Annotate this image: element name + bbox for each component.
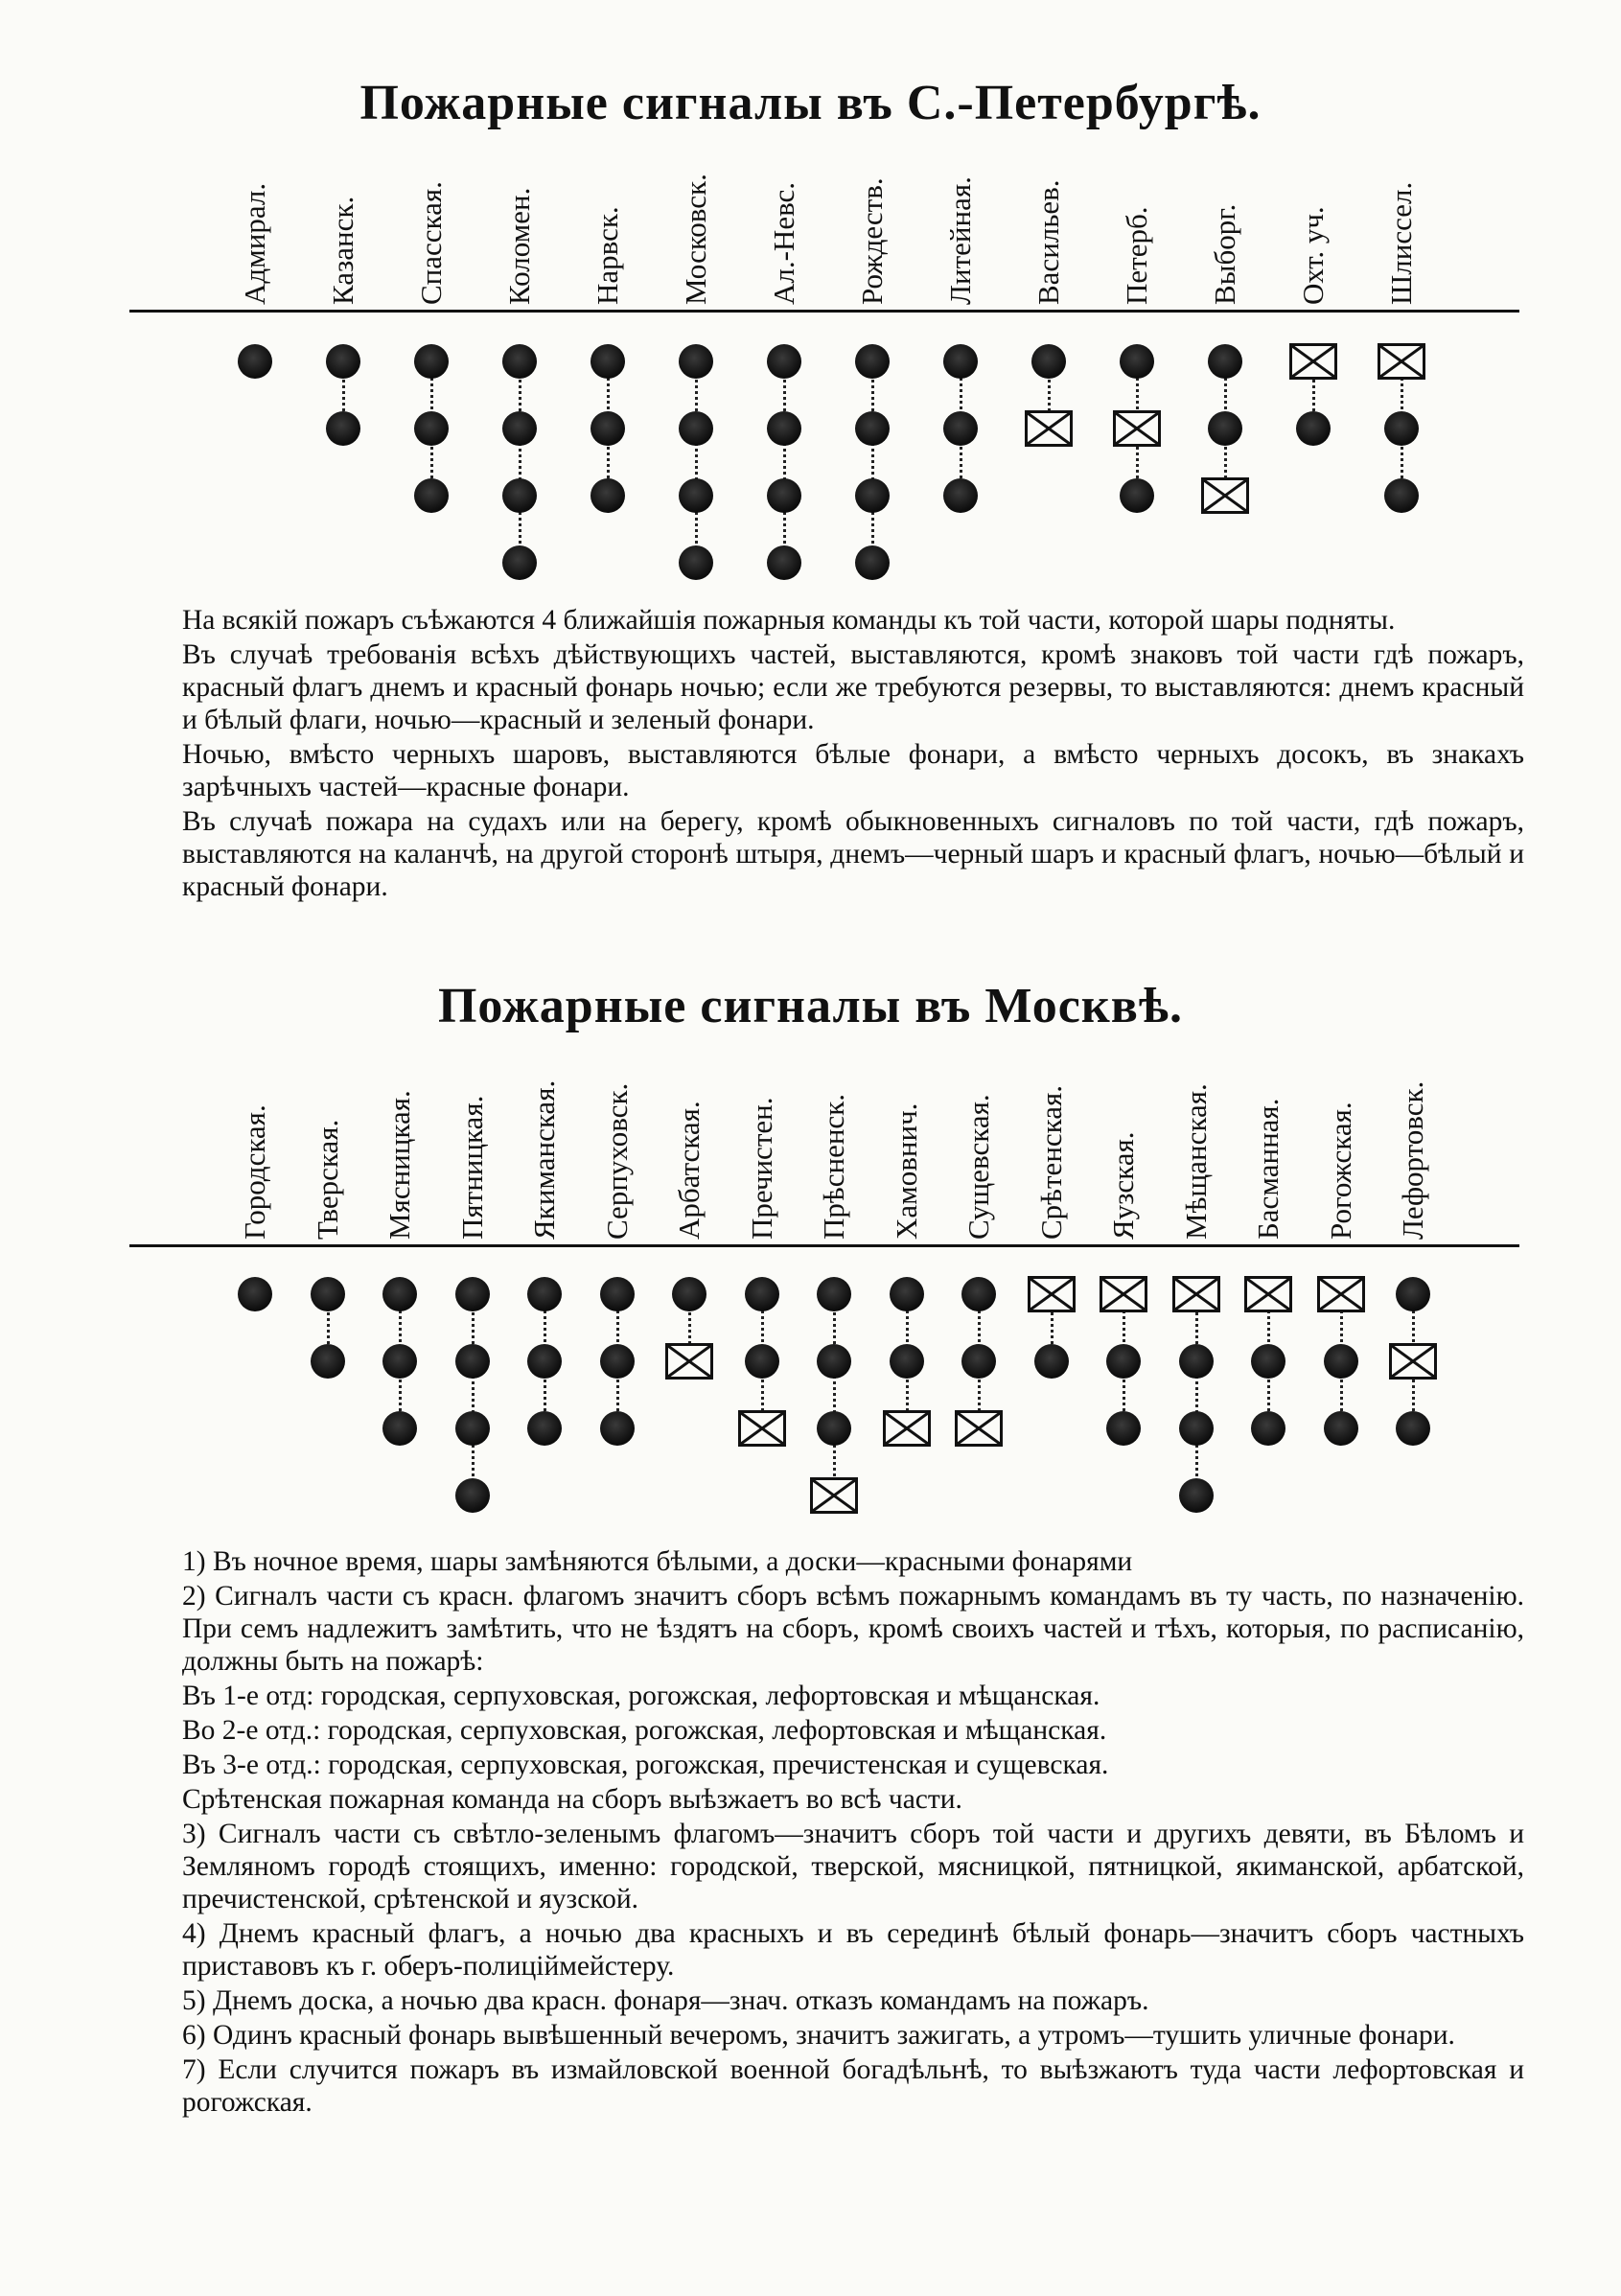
moscow-signal-board [1100,1276,1147,1312]
moscow-signal-connector [472,1294,475,1496]
moscow-signal-ball [1396,1411,1430,1446]
spb-signal-connector [519,361,521,563]
moscow-signal-ball [1179,1478,1214,1513]
moscow-signal-ball [890,1277,924,1311]
moscow-column-label: Пречистен. [744,1097,778,1240]
moscow-signal-ball [1106,1411,1141,1446]
spb-signal-ball [591,478,625,513]
spb-signal-ball [1384,478,1419,513]
moscow-signal-ball [382,1277,417,1311]
moscow-signal-connector [833,1294,836,1496]
spb-signal-board [1378,343,1425,380]
spb-signal-ball [414,344,449,379]
moscow-signal-ball [527,1344,562,1379]
moscow-note-dept-1: Въ 1-е отд: городская, серпуховская, рогожская, лефортовская и мѣщанская. [182,1681,1100,1711]
spb-signal-ball [855,411,890,446]
moscow-column-label: Якиманская. [527,1079,561,1240]
moscow-signal-ball [455,1478,490,1513]
spb-column-label: Адмирал. [238,182,271,305]
spb-signal-ball [1031,344,1066,379]
moscow-signal-ball [817,1411,851,1446]
spb-signal-ball [943,411,978,446]
spb-note-4: Въ случаѣ пожара на судахъ или на берегу, кромѣ обыкновенныхъ сигналовъ по той части, гдѣ пожаръ, выставляются на каланчѣ, на другой сторонѣ штыря, днемъ—черный шаръ и красный флагъ, ночью—бѣлый и красный фонари. [182,806,1524,902]
moscow-signal-board [1317,1276,1365,1312]
spb-signal-ball [1296,411,1331,446]
moscow-signal-ball [238,1277,272,1311]
spb-signal-ball [679,344,713,379]
spb-column-label: Казанск. [326,196,359,305]
moscow-signal-ball [455,1411,490,1446]
spb-signal-ball [767,545,801,580]
moscow-divider-line [129,1244,1519,1247]
spb-signal-ball [767,478,801,513]
moscow-signal-board [883,1410,931,1447]
spb-signal-ball [591,344,625,379]
moscow-signal-ball [600,1411,635,1446]
spb-signal-board [1113,410,1161,447]
spb-signal-ball [414,411,449,446]
moscow-signal-board [1389,1343,1437,1380]
moscow-note-4: 4) Днемъ красный флагъ, а ночью два красныхъ и въ серединѣ бѣлый фонарь—значитъ сборъ частныхъ приставовъ къ г. оберъ-полиціймейстеру. [182,1918,1524,1982]
moscow-column-label: Мясницкая. [382,1090,416,1240]
moscow-note-dept-3: Въ 3-е отд.: городская, серпуховская, рогожская, пречистенская и сущевская. [182,1750,1109,1780]
moscow-column-label: Тверская. [310,1119,344,1240]
moscow-note-3: 3) Сигналъ части съ свѣтло-зеленымъ флагомъ—значитъ сборъ той части и другихъ девяти, въ Бѣломъ и Земляномъ городѣ стоящихъ, именно: городской, тверской, мясницкой, пятницкой, якиманской, арбатской, пречистенской, срѣтенской и яузской. [182,1819,1524,1914]
spb-signal-ball [1384,411,1419,446]
moscow-title: Пожарные сигналы въ Москвѣ. [437,979,1184,1033]
spb-signal-ball [1120,478,1154,513]
spb-signal-ball [502,478,537,513]
moscow-signal-ball [1179,1344,1214,1379]
spb-signal-ball [1208,344,1242,379]
spb-signal-ball [855,344,890,379]
moscow-note-1: 1) Въ ночное время, шары замѣняются бѣлыми, а доски—красными фонарями [182,1546,1133,1577]
moscow-signal-ball [1179,1411,1214,1446]
spb-signal-board [1025,410,1073,447]
moscow-signal-ball [1324,1344,1358,1379]
spb-column-label: Литейная. [943,176,977,305]
spb-signal-ball [1120,344,1154,379]
moscow-signal-ball [817,1344,851,1379]
moscow-column-label: Серпуховск. [599,1082,634,1240]
moscow-signal-ball [745,1344,779,1379]
moscow-signal-ball [1251,1344,1285,1379]
moscow-signal-ball [455,1277,490,1311]
moscow-signal-ball [527,1277,562,1311]
moscow-signal-ball [1106,1344,1141,1379]
spb-column-label: Нарвск. [591,206,624,305]
spb-signal-ball [414,478,449,513]
spb-column-label: Выборг. [1208,203,1241,305]
spb-signal-ball [238,344,272,379]
moscow-signal-ball [890,1344,924,1379]
spb-signal-ball [326,344,360,379]
spb-signal-ball [943,344,978,379]
spb-signal-ball [1208,411,1242,446]
spb-signal-connector [871,361,874,563]
moscow-signal-ball [311,1344,345,1379]
moscow-note-sretenskaya: Срѣтенская пожарная команда на сборъ выѣзжаетъ во всѣ части. [182,1784,962,1815]
moscow-signal-ball [527,1411,562,1446]
spb-note-3: Ночью, вмѣсто черныхъ шаровъ, выставляются бѣлые фонари, а вмѣсто черныхъ досокъ, въ знакахъ зарѣчныхъ частей—красные фонари. [182,739,1524,802]
moscow-signal-ball [311,1277,345,1311]
moscow-column-label: Мѣщанская. [1178,1083,1213,1240]
spb-signal-ball [855,545,890,580]
spb-signal-ball [591,411,625,446]
moscow-signal-board [955,1410,1003,1447]
spb-divider-line [129,310,1519,313]
spb-signal-ball [855,478,890,513]
moscow-signal-ball [961,1344,996,1379]
moscow-signal-ball [817,1277,851,1311]
moscow-signal-ball [672,1277,706,1311]
moscow-signal-ball [600,1277,635,1311]
spb-note-2: Въ случаѣ требованія всѣхъ дѣйствующихъ частей, выставляются, кромѣ знаковъ той части гдѣ пожаръ, красный флагъ днемъ и красный фонарь ночью; если же требуются резервы, то выставляются: днемъ красный и бѣлый флаги, ночью—красный и зеленый фонари. [182,639,1524,735]
moscow-signal-board [738,1410,786,1447]
moscow-column-label: Сущевская. [961,1094,995,1240]
spb-column-label: Коломен. [502,187,536,305]
spb-signal-board [1289,343,1337,380]
spb-column-label: Охт. уч. [1296,206,1330,305]
moscow-column-label: Пятницкая. [454,1095,489,1240]
moscow-column-label: Арбатская. [672,1101,706,1240]
spb-column-label: Васильев. [1031,179,1065,305]
spb-column-label: Спасская. [414,181,448,305]
moscow-column-label: Срѣтенская. [1033,1084,1068,1240]
moscow-signal-board [1244,1276,1292,1312]
moscow-signal-board [1172,1276,1220,1312]
spb-signal-ball [679,545,713,580]
moscow-column-label: Лефортовск. [1396,1080,1429,1240]
moscow-column-label: Хамовнич. [889,1102,923,1240]
spb-signal-ball [767,411,801,446]
moscow-signal-board [665,1343,713,1380]
moscow-note-5: 5) Днемъ доска, а ночью два красн. фонаря—знач. отказъ командамъ на пожаръ. [182,1985,1149,2016]
spb-signal-ball [326,411,360,446]
spb-column-label: Шлиссел. [1384,181,1418,305]
moscow-signal-ball [1251,1411,1285,1446]
moscow-note-dept-2: Во 2-е отд.: городская, серпуховская, рогожская, лефортовская и мѣщанская. [182,1715,1107,1746]
moscow-signal-board [810,1477,858,1514]
moscow-signal-ball [1396,1277,1430,1311]
spb-signal-board [1201,477,1249,514]
moscow-signal-connector [1195,1294,1198,1496]
moscow-signal-ball [455,1344,490,1379]
spb-signal-connector [783,361,786,563]
moscow-signal-ball [1324,1411,1358,1446]
moscow-note-6: 6) Одинъ красный фонарь вывѣшенный вечеромъ, значитъ зажигать, а утромъ—тушить уличные фонари. [182,2020,1455,2051]
moscow-signal-ball [382,1344,417,1379]
moscow-signal-ball [382,1411,417,1446]
moscow-column-label: Прѣсненск. [817,1094,850,1240]
moscow-notes [182,1545,1524,2121]
moscow-column-label: Басманная. [1251,1098,1285,1240]
moscow-note-2: 2) Сигналъ части съ красн. флагомъ значитъ сборъ всѣмъ пожарнымъ командамъ въ ту часть, по назначенію. При семъ надлежитъ замѣтить, что не ѣздятъ на сборъ, кромѣ своихъ частей и тѣхъ, которыя, по расписанію, должны быть на пожарѣ: [182,1581,1524,1677]
moscow-signal-ball [1034,1344,1069,1379]
spb-signal-ball [502,545,537,580]
spb-signal-ball [943,478,978,513]
spb-signal-ball [679,411,713,446]
moscow-column-label: Городская. [238,1104,271,1240]
moscow-column-label: Рогожская. [1323,1102,1357,1240]
moscow-signal-ball [745,1277,779,1311]
spb-signal-ball [502,411,537,446]
spb-notes [182,604,1524,905]
spb-column-label: Ал.-Невс. [767,181,800,305]
spb-title: Пожарные сигналы въ С.-Петербургѣ. [359,76,1262,130]
spb-column-label: Московск. [679,174,712,305]
moscow-column-label: Яузская. [1106,1131,1140,1240]
spb-signal-ball [679,478,713,513]
moscow-signal-ball [961,1277,996,1311]
moscow-signal-ball [600,1344,635,1379]
spb-column-label: Петерб. [1120,206,1153,305]
moscow-note-7: 7) Если случится пожаръ въ измайловской военной богадѣльнѣ, то выѣзжаютъ туда части лефортовская и рогожская. [182,2054,1524,2118]
spb-signal-connector [695,361,698,563]
spb-signal-ball [767,344,801,379]
spb-column-label: Рождеств. [855,177,889,305]
spb-note-1: На всякій пожаръ съѣжаются 4 ближайшія пожарныя команды къ той части, которой шары подняты. [182,605,1396,636]
moscow-signal-board [1028,1276,1076,1312]
spb-signal-ball [502,344,537,379]
